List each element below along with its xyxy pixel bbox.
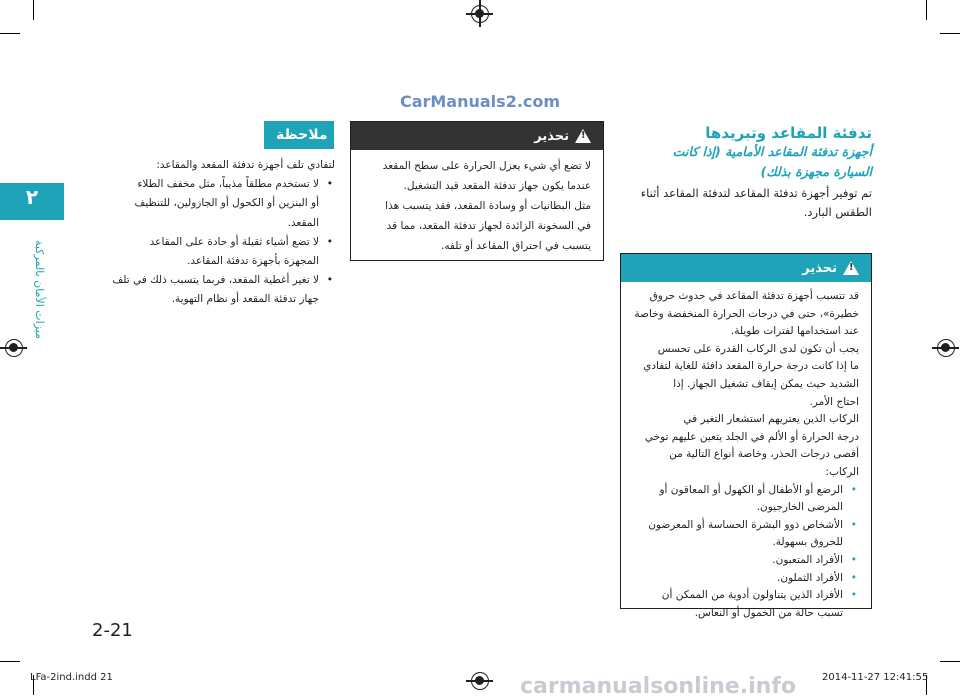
crop-mark <box>940 661 960 662</box>
warning-header <box>351 122 603 150</box>
list-item <box>633 587 859 622</box>
warning-line: الشديد حيث يمكن إيقاف تشغيل الجهاز. إذا <box>673 377 859 390</box>
crop-mark <box>940 33 960 34</box>
list-item <box>633 570 859 588</box>
warning-line: لا تضع أي شيء يعزل الحرارة على سطح المقعد <box>382 160 591 172</box>
warning-triangle-icon <box>843 261 859 275</box>
list-item-line: • لا تستخدم مطلقاً مذيباً، مثل مخفف الطلاء <box>137 178 319 191</box>
intro-line: الطقس البارد. <box>803 205 872 219</box>
list-item-line: المرضى الخارجيون. <box>756 501 843 514</box>
warning-line: الركاب الذين يعتريهم استشعار التغير في <box>683 413 859 426</box>
warning-line: يجب أن تكون لدى الركاب القدرة على تحسس <box>657 342 859 355</box>
list-item-line: جهاز تدفئة المقعد أو نظام التهوية. <box>171 293 319 306</box>
list-item <box>633 517 859 552</box>
list-item <box>80 233 335 271</box>
list-item-line: • الأفراد المتعبون. <box>772 553 843 566</box>
warning-line: عندما يكون جهاز تدفئة المقعد قيد التشغيل. <box>403 180 591 192</box>
left-column <box>80 156 335 310</box>
intro-line: تم توفير أجهزة تدفئة المقاعد لتدفئة المقاعد أثناء <box>640 186 872 200</box>
list-item-line: • الأشخاص ذوو البشرة الحساسة أو المعرضون <box>648 518 843 531</box>
warning-line: قد تتسبب أجهزة تدفئة المقاعد في حدوث حروق <box>649 290 859 302</box>
right-column <box>620 124 872 222</box>
warning-box-middle <box>350 121 604 261</box>
list-item-line: • لا تضع أشياء ثقيلة أو حادة على المقاعد <box>149 235 319 248</box>
registration-mark-icon <box>5 339 23 357</box>
note-badge-wrap <box>264 121 334 149</box>
chapter-number: ٢ <box>25 185 39 209</box>
watermark-bottom: carmanualsonline.info <box>520 674 796 699</box>
crop-mark <box>33 0 34 20</box>
list-item-line: • الأفراد الثملون. <box>777 571 843 584</box>
watermark: CarManuals2.com <box>399 92 561 111</box>
section-subtitle-line: السيارة مجهزة بذلك) <box>760 164 872 179</box>
registration-mark-icon <box>937 339 955 357</box>
list-item-line: أو البنزين أو الكحول أو الجازولين، للتنظيف <box>134 197 319 210</box>
list-item-line: للحروق بسهولة. <box>772 536 843 549</box>
crop-mark <box>0 661 20 662</box>
warning-line: يتسبب في احتراق المقاعد أو تلفه. <box>441 240 591 252</box>
warning-line: في السخونة الزائدة لجهاز تدفئة المقعد، مما قد <box>386 220 591 232</box>
warning-line: درجة الحرارة أو الألم في الجلد يتعين عليهم توخي <box>644 430 859 443</box>
footer-timestamp: 2014-11-27 12:41:55 <box>822 672 929 683</box>
registration-mark-line <box>479 0 481 27</box>
section-title: تدفئة المقاعد وتبريدها <box>705 124 872 142</box>
list-item <box>80 175 335 233</box>
footer-file: LFa-2ind.indd 21 <box>30 672 113 683</box>
warning-line: الركاب: <box>825 465 859 478</box>
warning-line: احتاج الأمر. <box>809 395 859 408</box>
page-number: 2-21 <box>92 620 133 641</box>
note-badge: ملاحظة <box>264 121 334 149</box>
warning-label: تحذير <box>802 260 837 276</box>
warning-line: ما إذا كانت درجة حرارة المقعد دافئة للغاية لتفادي <box>643 360 859 373</box>
note-intro: لتفادي تلف أجهزة تدفئة المقعد والمقاعد: <box>156 159 335 171</box>
list-item-line: المقعد. <box>287 216 319 229</box>
list-item <box>80 271 335 309</box>
warning-label: تحذير <box>534 128 569 144</box>
warning-line: أقصى درجات الحذر، وخاصة أنواع التالية من <box>669 448 859 461</box>
registration-mark-icon <box>471 672 489 690</box>
chapter-title: ميزات الأمان بالمركبة <box>33 240 46 339</box>
warning-line: مثل البطانيات أو وسادة المقعد، فقد يتسبب هذا <box>385 200 591 212</box>
warning-line: خطيرة»، حتى في درجات الحرارة المنخفضة وخاصة <box>634 307 859 320</box>
list-item-line: • الأفراد الذين يتناولون أدوية من الممكن أن <box>661 589 843 602</box>
crop-mark <box>926 0 927 20</box>
warning-line: عند استخدامها لفترات طويلة. <box>730 325 859 338</box>
warning-box-right <box>620 253 872 619</box>
crop-mark <box>0 33 20 34</box>
warning-header <box>621 254 871 282</box>
section-subtitle-line: أجهزة تدفئة المقاعد الأمامية (إذا كانت <box>672 144 872 159</box>
list-item-line: • لا تغير أغطية المقعد، فربما يتسبب ذلك في تلف <box>112 274 319 287</box>
list-item <box>633 552 859 570</box>
list-item-line: • الرضع أو الأطفال أو الكهول أو المعاقون أو <box>659 483 843 496</box>
warning-triangle-icon <box>575 129 591 143</box>
list-item-line: تسبب حالة من الخمول أو النعاس. <box>694 606 843 619</box>
list-item-line: المجهزة بأجهزة تدفئة المقاعد. <box>187 255 319 268</box>
list-item <box>633 482 859 517</box>
